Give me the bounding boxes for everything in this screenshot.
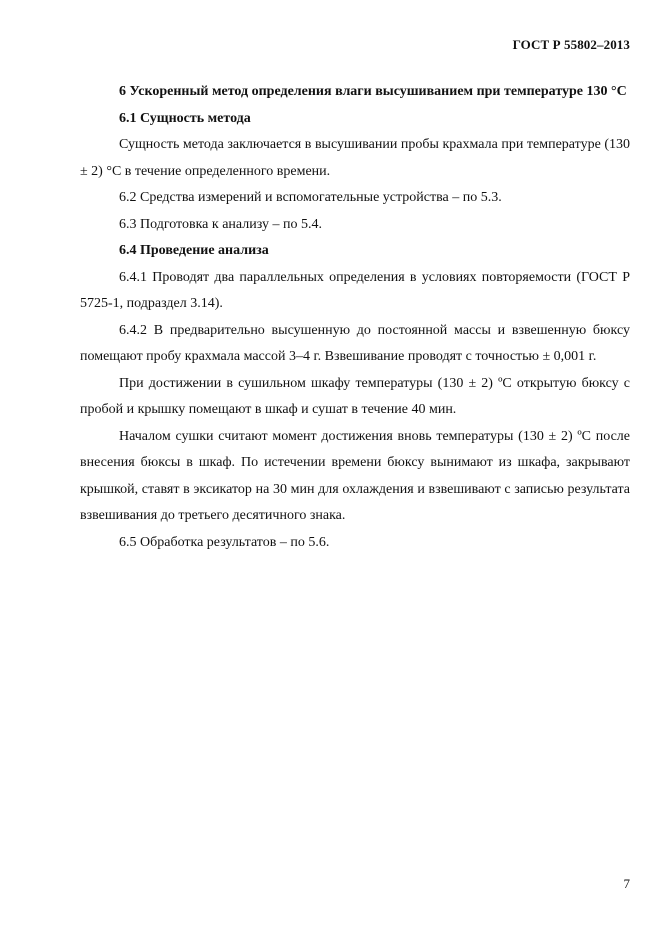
paragraph-6-5: 6.5 Обработка результатов – по 5.6.	[119, 534, 330, 550]
subsection-title-6-1: 6.1 Сущность метода	[119, 110, 251, 126]
paragraph-6-4-1: 6.4.1 Проводят два параллельных определения в условиях повторяемости (ГОСТ Р 5725-1, подраздел 3.14).	[80, 269, 630, 311]
paragraph-6-3: 6.3 Подготовка к анализу – по 5.4.	[119, 216, 322, 232]
paragraph-6-2: 6.2 Средства измерений и вспомогательные устройства – по 5.3.	[119, 190, 502, 205]
document-code: ГОСТ Р 55802–2013	[512, 37, 630, 52]
paragraph-6-4-2: 6.4.2 В предварительно высушенную до постоянной массы и взвешенную бюксу помещают пробу крахмала массой 3–4 г. Взвешивание проводят с точностью ± 0,001 г.	[80, 322, 630, 364]
page-number: 7	[623, 876, 630, 891]
paragraph-drying: Началом сушки считают момент достижения вновь температуры (130 ± 2) ºС после внесения бюксы в шкаф. По истечении времени бюксу вынимают из шкафа, закрывают крышкой, ставят в эксикатор на 30 мин для охлаждения и взвешивают с записью результата взвешивания до третьего десятичного знака.	[80, 428, 630, 523]
section-heading: 6 Ускоренный метод определения влаги высушиванием при температуре 130 °С	[119, 84, 627, 99]
subsection-title-6-4: 6.4 Проведение анализа	[119, 243, 269, 258]
paragraph-temperature: При достижении в сушильном шкафу температуры (130 ± 2) ºС открытую бюксу с пробой и крышку помещают в шкаф и сушат в течение 40 мин.	[80, 375, 630, 417]
page-content	[80, 79, 630, 556]
paragraph-6-1: Сущность метода заключается в высушивании пробы крахмала при температуре (130 ± 2) °С в течение определенного времени.	[80, 137, 630, 179]
